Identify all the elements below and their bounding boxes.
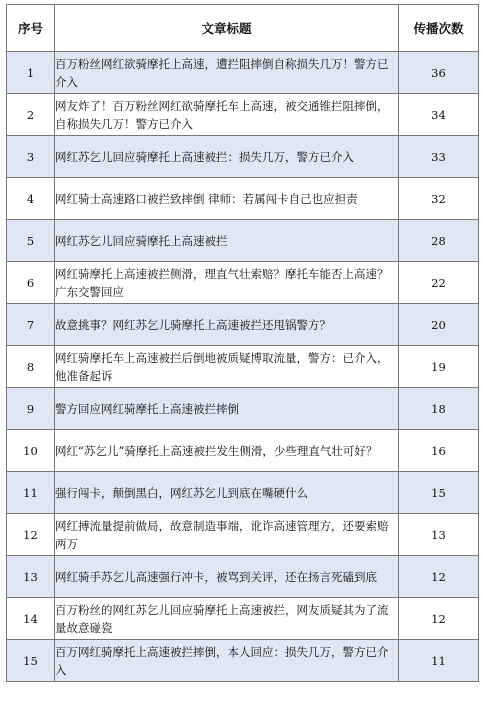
header-count: 传播次数 <box>399 5 479 52</box>
row-index: 4 <box>7 178 55 220</box>
row-title: 百万网红骑摩托上高速被拦摔倒，本人回应：损失几万，警方已介入 <box>55 640 399 682</box>
row-count: 11 <box>399 640 479 682</box>
row-title: 百万粉丝的网红苏乞儿回应骑摩托上高速被拦，网友质疑其为了流量故意碰瓷 <box>55 598 399 640</box>
row-title: 网红苏乞儿回应骑摩托上高速被拦 <box>55 220 399 262</box>
row-count: 20 <box>399 304 479 346</box>
table-row <box>7 598 479 640</box>
header-index: 序号 <box>7 5 55 52</box>
table-row <box>7 178 479 220</box>
row-index: 9 <box>7 388 55 430</box>
table-row <box>7 472 479 514</box>
row-title: 网红骑摩托上高速被拦侧滑，理直气壮索赔？摩托车能否上高速？广东交警回应 <box>55 262 399 304</box>
row-title: 网红骑摩托车上高速被拦后倒地被质疑博取流量，警方：已介入，他准备起诉 <box>55 346 399 388</box>
header-title: 文章标题 <box>55 5 399 52</box>
row-count: 32 <box>399 178 479 220</box>
table-row <box>7 346 479 388</box>
row-title: 强行闯卡，颠倒黑白，网红苏乞儿到底在嘴硬什么 <box>55 472 399 514</box>
row-count: 15 <box>399 472 479 514</box>
table-row <box>7 262 479 304</box>
row-count: 13 <box>399 514 479 556</box>
row-title: 警方回应网红骑摩托上高速被拦摔倒 <box>55 388 399 430</box>
row-index: 7 <box>7 304 55 346</box>
row-index: 11 <box>7 472 55 514</box>
row-count: 19 <box>399 346 479 388</box>
row-index: 6 <box>7 262 55 304</box>
table-row <box>7 514 479 556</box>
row-title: 网红苏乞儿回应骑摩托上高速被拦：损失几万，警方已介入 <box>55 136 399 178</box>
row-title: 网红骑手苏乞儿高速强行冲卡，被骂到关评，还在扬言死磕到底 <box>55 556 399 598</box>
row-index: 2 <box>7 94 55 136</box>
table-row <box>7 94 479 136</box>
table-row <box>7 304 479 346</box>
row-index: 5 <box>7 220 55 262</box>
table-row <box>7 388 479 430</box>
row-count: 33 <box>399 136 479 178</box>
row-title: 网红骑士高速路口被拦致摔倒 律师：若属闯卡自己也应担责 <box>55 178 399 220</box>
row-count: 12 <box>399 556 479 598</box>
row-count: 22 <box>399 262 479 304</box>
row-count: 16 <box>399 430 479 472</box>
row-index: 14 <box>7 598 55 640</box>
row-title: 百万粉丝网红欲骑摩托上高速，遭拦阻摔倒自称损失几万！警方已介入 <box>55 52 399 94</box>
table-header-row <box>7 5 479 52</box>
table-row <box>7 136 479 178</box>
table-row <box>7 52 479 94</box>
row-index: 15 <box>7 640 55 682</box>
row-count: 18 <box>399 388 479 430</box>
row-index: 10 <box>7 430 55 472</box>
row-count: 12 <box>399 598 479 640</box>
row-index: 3 <box>7 136 55 178</box>
row-count: 28 <box>399 220 479 262</box>
table-row <box>7 430 479 472</box>
row-index: 8 <box>7 346 55 388</box>
article-spread-table <box>6 4 479 682</box>
row-title: 网友炸了！百万粉丝网红欲骑摩托车上高速，被交通锥拦阻摔倒，自称损失几万！警方已介入 <box>55 94 399 136</box>
row-index: 12 <box>7 514 55 556</box>
table-row <box>7 556 479 598</box>
row-title: 网红搏流量提前做局，故意制造事端，讹诈高速管理方，还要索赔两万 <box>55 514 399 556</box>
row-title: 网红“苏乞儿”骑摩托上高速被拦发生侧滑，少些理直气壮可好？ <box>55 430 399 472</box>
row-count: 34 <box>399 94 479 136</box>
table-row <box>7 220 479 262</box>
row-title: 故意挑事？网红苏乞儿骑摩托上高速被拦还甩锅警方？ <box>55 304 399 346</box>
row-index: 1 <box>7 52 55 94</box>
row-count: 36 <box>399 52 479 94</box>
row-index: 13 <box>7 556 55 598</box>
table-row <box>7 640 479 682</box>
